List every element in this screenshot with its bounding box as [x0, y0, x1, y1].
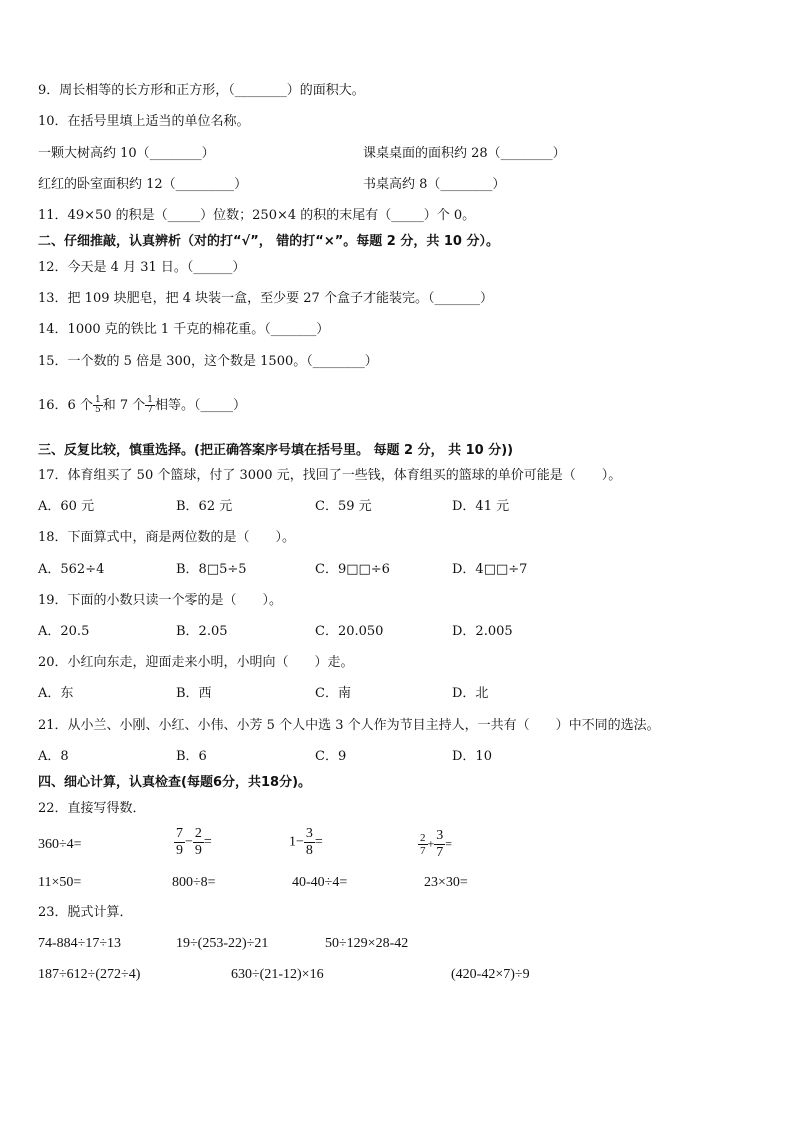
q19-option-d: D．2.005 [452, 624, 513, 639]
question-10: 10．在括号里填上适当的单位名称。 [38, 114, 250, 129]
q22-expr-3 [289, 826, 323, 859]
q22-e4-frac-1 [418, 832, 428, 857]
q17-option-c: C．59 元 [315, 499, 372, 514]
q18-option-a: A．562÷4 [38, 562, 105, 577]
q22-e3-d: 8 [305, 843, 313, 858]
q19-option-a: A．20.5 [38, 624, 90, 639]
q22-expr-5: 11×50= [38, 875, 82, 890]
q22-e3-frac [304, 826, 315, 859]
question-21: 21．从小兰、小刚、小红、小伟、小芳 5 个人中选 3 个人作为节目主持人，一共有（ ）中不同的选法。 [38, 718, 660, 733]
q16-fraction-1 [93, 396, 103, 415]
q22-e2-d1: 9 [176, 843, 183, 858]
q21-option-c: C．9 [315, 749, 347, 764]
q23-expr-5: 630÷(21-12)×16 [231, 967, 324, 982]
q22-expr-6: 800÷8= [172, 875, 216, 890]
question-19: 19．下面的小数只读一个零的是（ ）。 [38, 593, 283, 608]
q16-text-b: 和 7 个 [102, 398, 146, 413]
q16-text-a: 16．6 个 [38, 398, 93, 413]
q10-item-desk-height: 书桌高约 8（________） [363, 177, 506, 192]
question-22: 22．直接写得数． [38, 801, 146, 816]
q16-f1-num: 1 [94, 395, 101, 405]
q22-e3-n: 3 [305, 826, 313, 841]
question-11: 11．49×50 的积是（_____）位数；250×4 的积的末尾有（_____）个 0。 [38, 208, 476, 223]
q22-expr-2 [174, 826, 212, 859]
q19-option-c: C．20.050 [315, 624, 384, 639]
question-23: 23．脱式计算． [38, 905, 133, 920]
question-13: 13．把 109 块肥皂，把 4 块装一盒，至少要 27 个盒子才能装完。（_______） [38, 291, 493, 306]
q10-item-tree: 一颗大树高约 10（________） [38, 146, 215, 161]
section-3-heading: 三、反复比较，慎重选择。(把正确答案序号填在括号里。 每题 2 分， 共 10 分)) [38, 443, 514, 458]
question-16 [38, 396, 246, 415]
q21-option-d: D．10 [452, 749, 492, 764]
q23-expr-2: 19÷(253-22)÷21 [176, 936, 269, 951]
question-18: 18．下面算式中，商是两位数的是（ ）。 [38, 530, 296, 545]
q22-e4-d1: 7 [420, 845, 426, 857]
q22-e4-op: + [427, 836, 435, 851]
q20-option-c: C．南 [315, 686, 351, 701]
q19-option-b: B．2.05 [176, 624, 228, 639]
q22-e3-eq: = [314, 834, 323, 850]
q21-option-a: A．8 [38, 749, 69, 764]
question-15: 15．一个数的 5 倍是 300，这个数是 1500。（________） [38, 354, 378, 369]
q23-expr-4: 187÷612÷(272÷4) [38, 967, 141, 982]
q22-e4-d2: 7 [436, 845, 444, 860]
q22-e4-n1: 2 [420, 832, 426, 844]
q18-option-c: C．9□□÷6 [315, 562, 390, 577]
q22-e2-d2: 9 [194, 843, 202, 858]
q22-e2-n1: 7 [176, 826, 183, 841]
q23-expr-1: 74-884÷17÷13 [38, 936, 122, 951]
q22-e2-frac-2 [193, 826, 204, 859]
q22-expr-4 [418, 828, 452, 861]
q22-e4-n2: 3 [436, 828, 444, 843]
q18-option-b: B．8□5÷5 [176, 562, 247, 577]
q22-e4-frac-2 [434, 828, 445, 861]
q22-e2-op: − [185, 834, 193, 850]
q22-expr-1: 360÷4= [38, 837, 82, 852]
q17-option-a: A．60 元 [38, 499, 95, 514]
q16-fraction-2 [145, 396, 155, 415]
q16-f2-num: 1 [147, 395, 153, 405]
q16-f2-den: 7 [147, 405, 153, 415]
question-20: 20．小红向东走，迎面走来小明，小明向（ ）走。 [38, 655, 354, 670]
question-12: 12．今天是 4 月 31 日。（______） [38, 260, 246, 275]
q16-f1-den: 5 [94, 405, 101, 415]
q20-option-d: D．北 [452, 686, 489, 701]
q17-option-d: D．41 元 [452, 499, 510, 514]
question-14: 14．1000 克的铁比 1 千克的棉花重。（_______） [38, 322, 330, 337]
q18-option-d: D．4□□÷7 [452, 562, 528, 577]
q22-e4-eq: = [445, 836, 453, 851]
q23-expr-6: (420-42×7)÷9 [451, 967, 530, 982]
q22-e2-eq: = [203, 834, 212, 850]
q20-option-a: A．东 [38, 686, 74, 701]
q23-expr-3: 50÷129×28-42 [325, 936, 409, 951]
question-17: 17．体育组买了 50 个篮球，付了 3000 元，找回了一些钱，体育组买的篮球的单价可能是（ ）。 [38, 468, 622, 483]
q21-option-b: B．6 [176, 749, 207, 764]
q22-e2-frac-1 [174, 826, 185, 859]
q10-item-bedroom: 红红的卧室面积约 12（_________） [38, 177, 248, 192]
q20-option-b: B．西 [176, 686, 212, 701]
q17-option-b: B．62 元 [176, 499, 233, 514]
q22-expr-7: 40-40÷4= [292, 875, 348, 890]
section-4-heading: 四、细心计算，认真检查(每题6分，共18分)。 [38, 775, 312, 790]
q22-expr-8: 23×30= [424, 875, 468, 890]
q22-e3-a: 1− [289, 834, 304, 850]
q16-text-c: 相等。（_____） [154, 398, 246, 413]
question-9: 9．周长相等的长方形和正方形，（________）的面积大。 [38, 83, 365, 98]
q22-e2-n2: 2 [194, 826, 202, 841]
section-2-heading: 二、仔细推敲，认真辨析（对的打“√”， 错的打“×”。每题 2 分，共 10 分）。 [38, 234, 500, 249]
q10-item-desk-area: 课桌桌面的面积约 28（________） [363, 146, 566, 161]
